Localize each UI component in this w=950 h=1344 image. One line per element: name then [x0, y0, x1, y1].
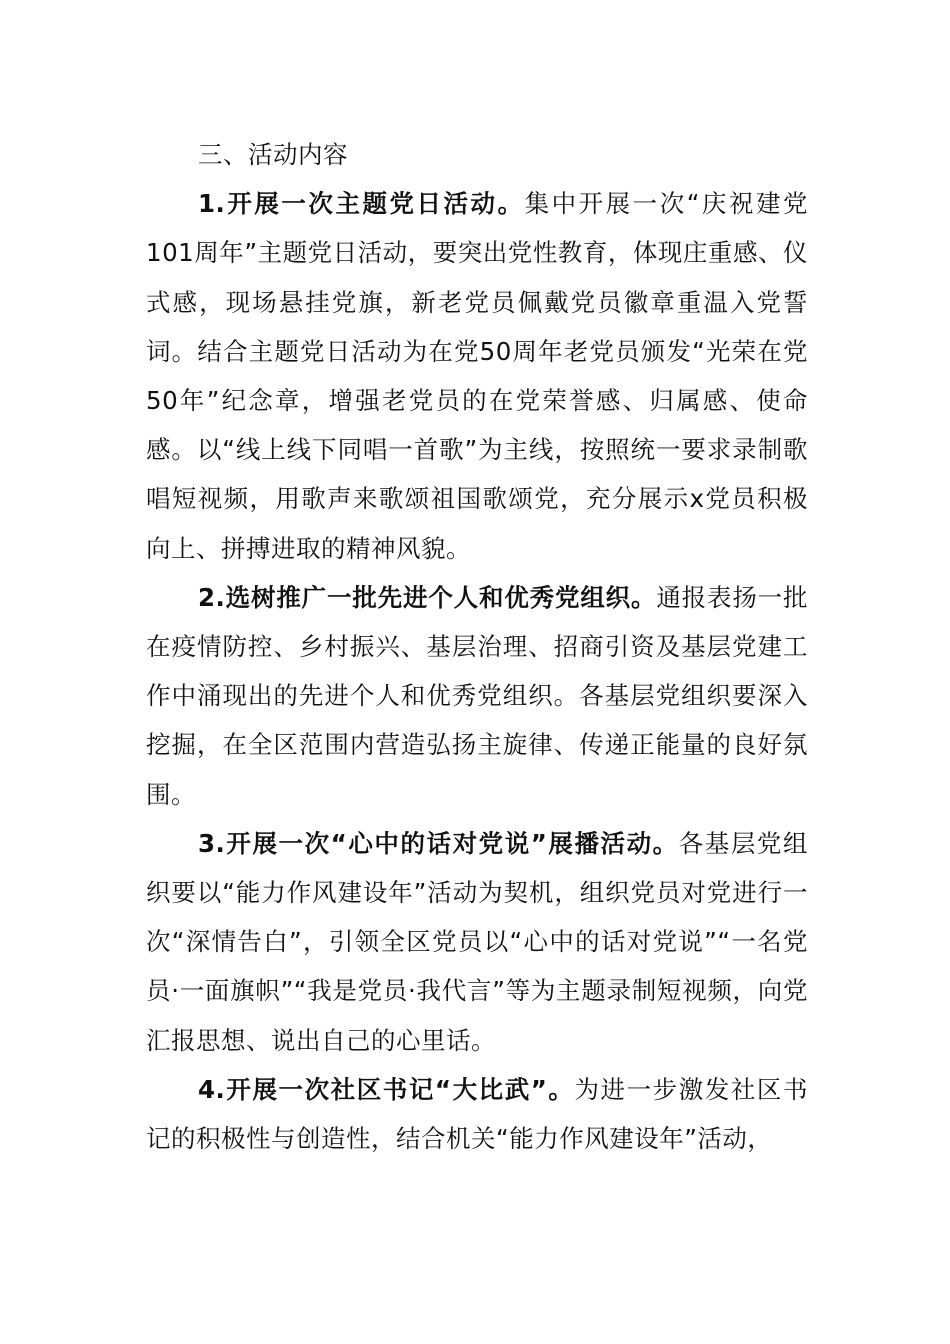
paragraph-item-4	[146, 1065, 808, 1163]
section-heading: 三、活动内容	[198, 140, 348, 169]
paragraph-lead: 2.选树推广一批先进个人和优秀党组织。	[198, 582, 657, 612]
paragraph-item-3	[146, 819, 808, 1065]
paragraph-text: 通报表扬一批在疫情防控、乡村振兴、基层治理、招商引资及基层党建工作中涌现出的先进个人和优秀党组织。各基层党组织要深入挖掘，在全区范围内营造弘扬主旋律、传递正能量的良好氛围。	[146, 582, 809, 809]
paragraph-text: 集中开展一次“庆祝建党101周年”主题党日活动，要突出党性教育，体现庄重感、仪式感，现场悬挂党旗，新老党员佩戴党员徽章重温入党誓词。结合主题党日活动为在党50周年老党员颁发“光荣在党50年”纪念章，增强老党员的在党荣誉感、归属感、使命感。以“线上线下同唱一首歌”为主线，按照统一要求录制歌唱短视频，用歌声来歌颂祖国歌颂党，充分展示x党员积极向上、拼搏进取的精神风貌。	[146, 189, 808, 563]
document-body	[146, 130, 808, 1163]
paragraph-lead: 3.开展一次“心中的话对党说”展播活动。	[198, 828, 679, 858]
paragraph-text: 各基层党组织要以“能力作风建设年”活动为契机，组织党员对党进行一次“深情告白”，引领全区党员以“心中的话对党说”“一名党员·一面旗帜”“我是党员·我代言”等为主题录制短视频，向党汇报思想、说出自己的心里话。	[146, 828, 808, 1055]
paragraph-lead: 4.开展一次社区书记“大比武”。	[198, 1074, 575, 1104]
paragraph-item-2	[146, 573, 808, 819]
paragraph-item-1	[146, 179, 808, 573]
paragraph-text: 为进一步激发社区书记的积极性与创造性，结合机关“能力作风建设年”活动，	[146, 1074, 808, 1154]
paragraph-lead: 1.开展一次主题党日活动。	[198, 189, 525, 219]
